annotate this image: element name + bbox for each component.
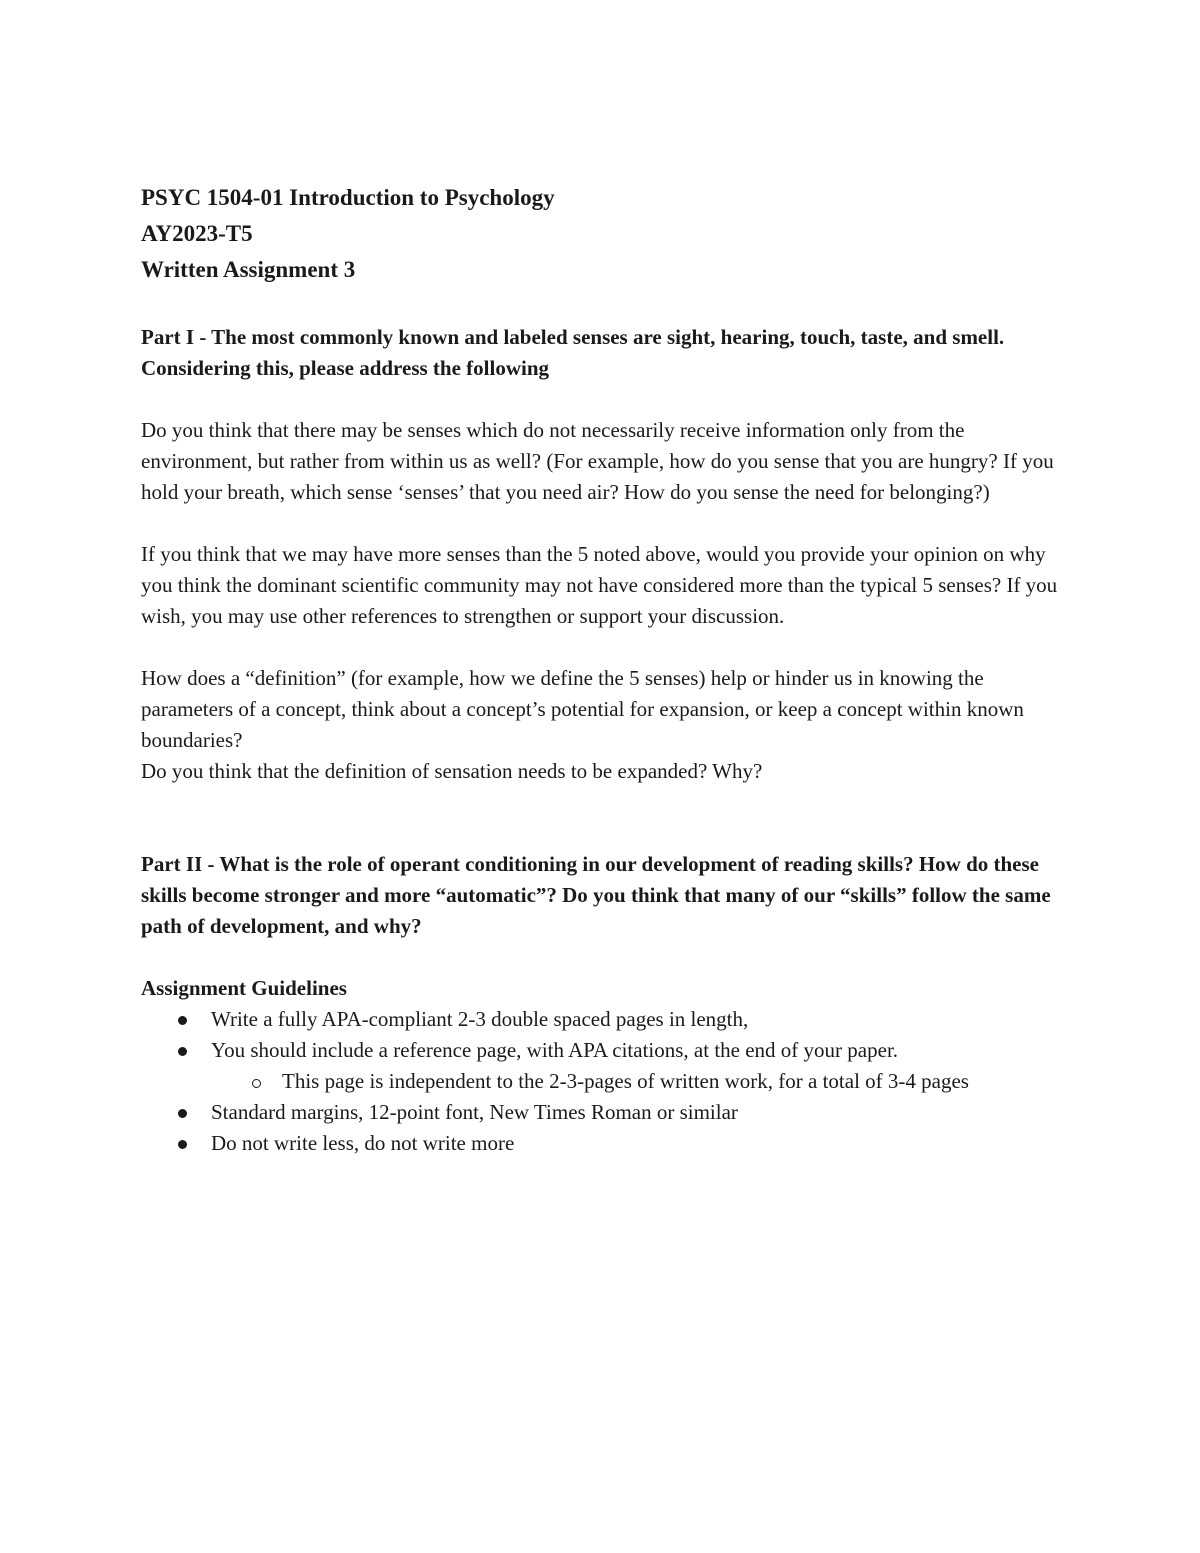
- spacer: [141, 384, 1071, 415]
- part-one-heading: Part I - The most commonly known and labeled senses are sight, hearing, touch, taste, and smell. Considering this, please address the following: [141, 325, 1005, 380]
- guidelines-list: [141, 1004, 1071, 1159]
- spacer: [141, 632, 1071, 663]
- guideline-item: [141, 1004, 1071, 1035]
- guidelines-title: Assignment Guidelines: [141, 976, 347, 1000]
- bullet-icon: [178, 1016, 187, 1025]
- guideline-text: This page is independent to the 2-3-pages of written work, for a total of 3-4 pages: [282, 1069, 969, 1093]
- course-title: PSYC 1504-01 Introduction to Psychology: [141, 185, 555, 210]
- term-label: AY2023-T5: [141, 221, 253, 246]
- spacer: [141, 942, 1071, 973]
- hollow-bullet-icon: [252, 1079, 261, 1088]
- spacer: [141, 508, 1071, 539]
- guideline-text: You should include a reference page, with APA citations, at the end of your paper.: [211, 1038, 899, 1062]
- assignment-title: Written Assignment 3: [141, 257, 356, 282]
- part-one-question-3: How does a “definition” (for example, how we define the 5 senses) help or hinder us in knowing the parameters of a concept, think about a concept’s potential for expansion, or keep a concept within known boundaries?: [141, 666, 1024, 752]
- guideline-item: [141, 1097, 1071, 1128]
- bullet-icon: [178, 1047, 187, 1056]
- part-one-question-2: If you think that we may have more senses than the 5 noted above, would you provide your opinion on why you think the dominant scientific community may not have considered more than the typical 5 senses? If you wish, you may use other references to strengthen or support your discussion.: [141, 542, 1058, 628]
- guideline-text: Write a fully APA-compliant 2-3 double spaced pages in length,: [211, 1007, 749, 1031]
- bullet-icon: [178, 1109, 187, 1118]
- guideline-text: Do not write less, do not write more: [211, 1131, 515, 1155]
- guideline-item: [141, 1035, 1071, 1066]
- part-two-heading: Part II - What is the role of operant conditioning in our development of reading skills? How do these skills become stronger and more “automatic”? Do you think that many of our “skills” follow the same path of development, and why?: [141, 852, 1051, 938]
- part-one-question-1: Do you think that there may be senses which do not necessarily receive information only from the environment, but rather from within us as well? (For example, how do you sense that you are hungry? If you hold your breath, which sense ‘senses’ that you need air? How do you sense the need for belonging?): [141, 418, 1054, 504]
- guideline-subitem: [141, 1066, 1071, 1097]
- spacer: [141, 787, 1071, 849]
- spacer: [141, 288, 1071, 322]
- document-page: [141, 180, 1071, 1159]
- part-one-question-4: Do you think that the definition of sensation needs to be expanded? Why?: [141, 759, 763, 783]
- guideline-item: [141, 1128, 1071, 1159]
- guideline-text: Standard margins, 12-point font, New Times Roman or similar: [211, 1100, 738, 1124]
- bullet-icon: [178, 1140, 187, 1149]
